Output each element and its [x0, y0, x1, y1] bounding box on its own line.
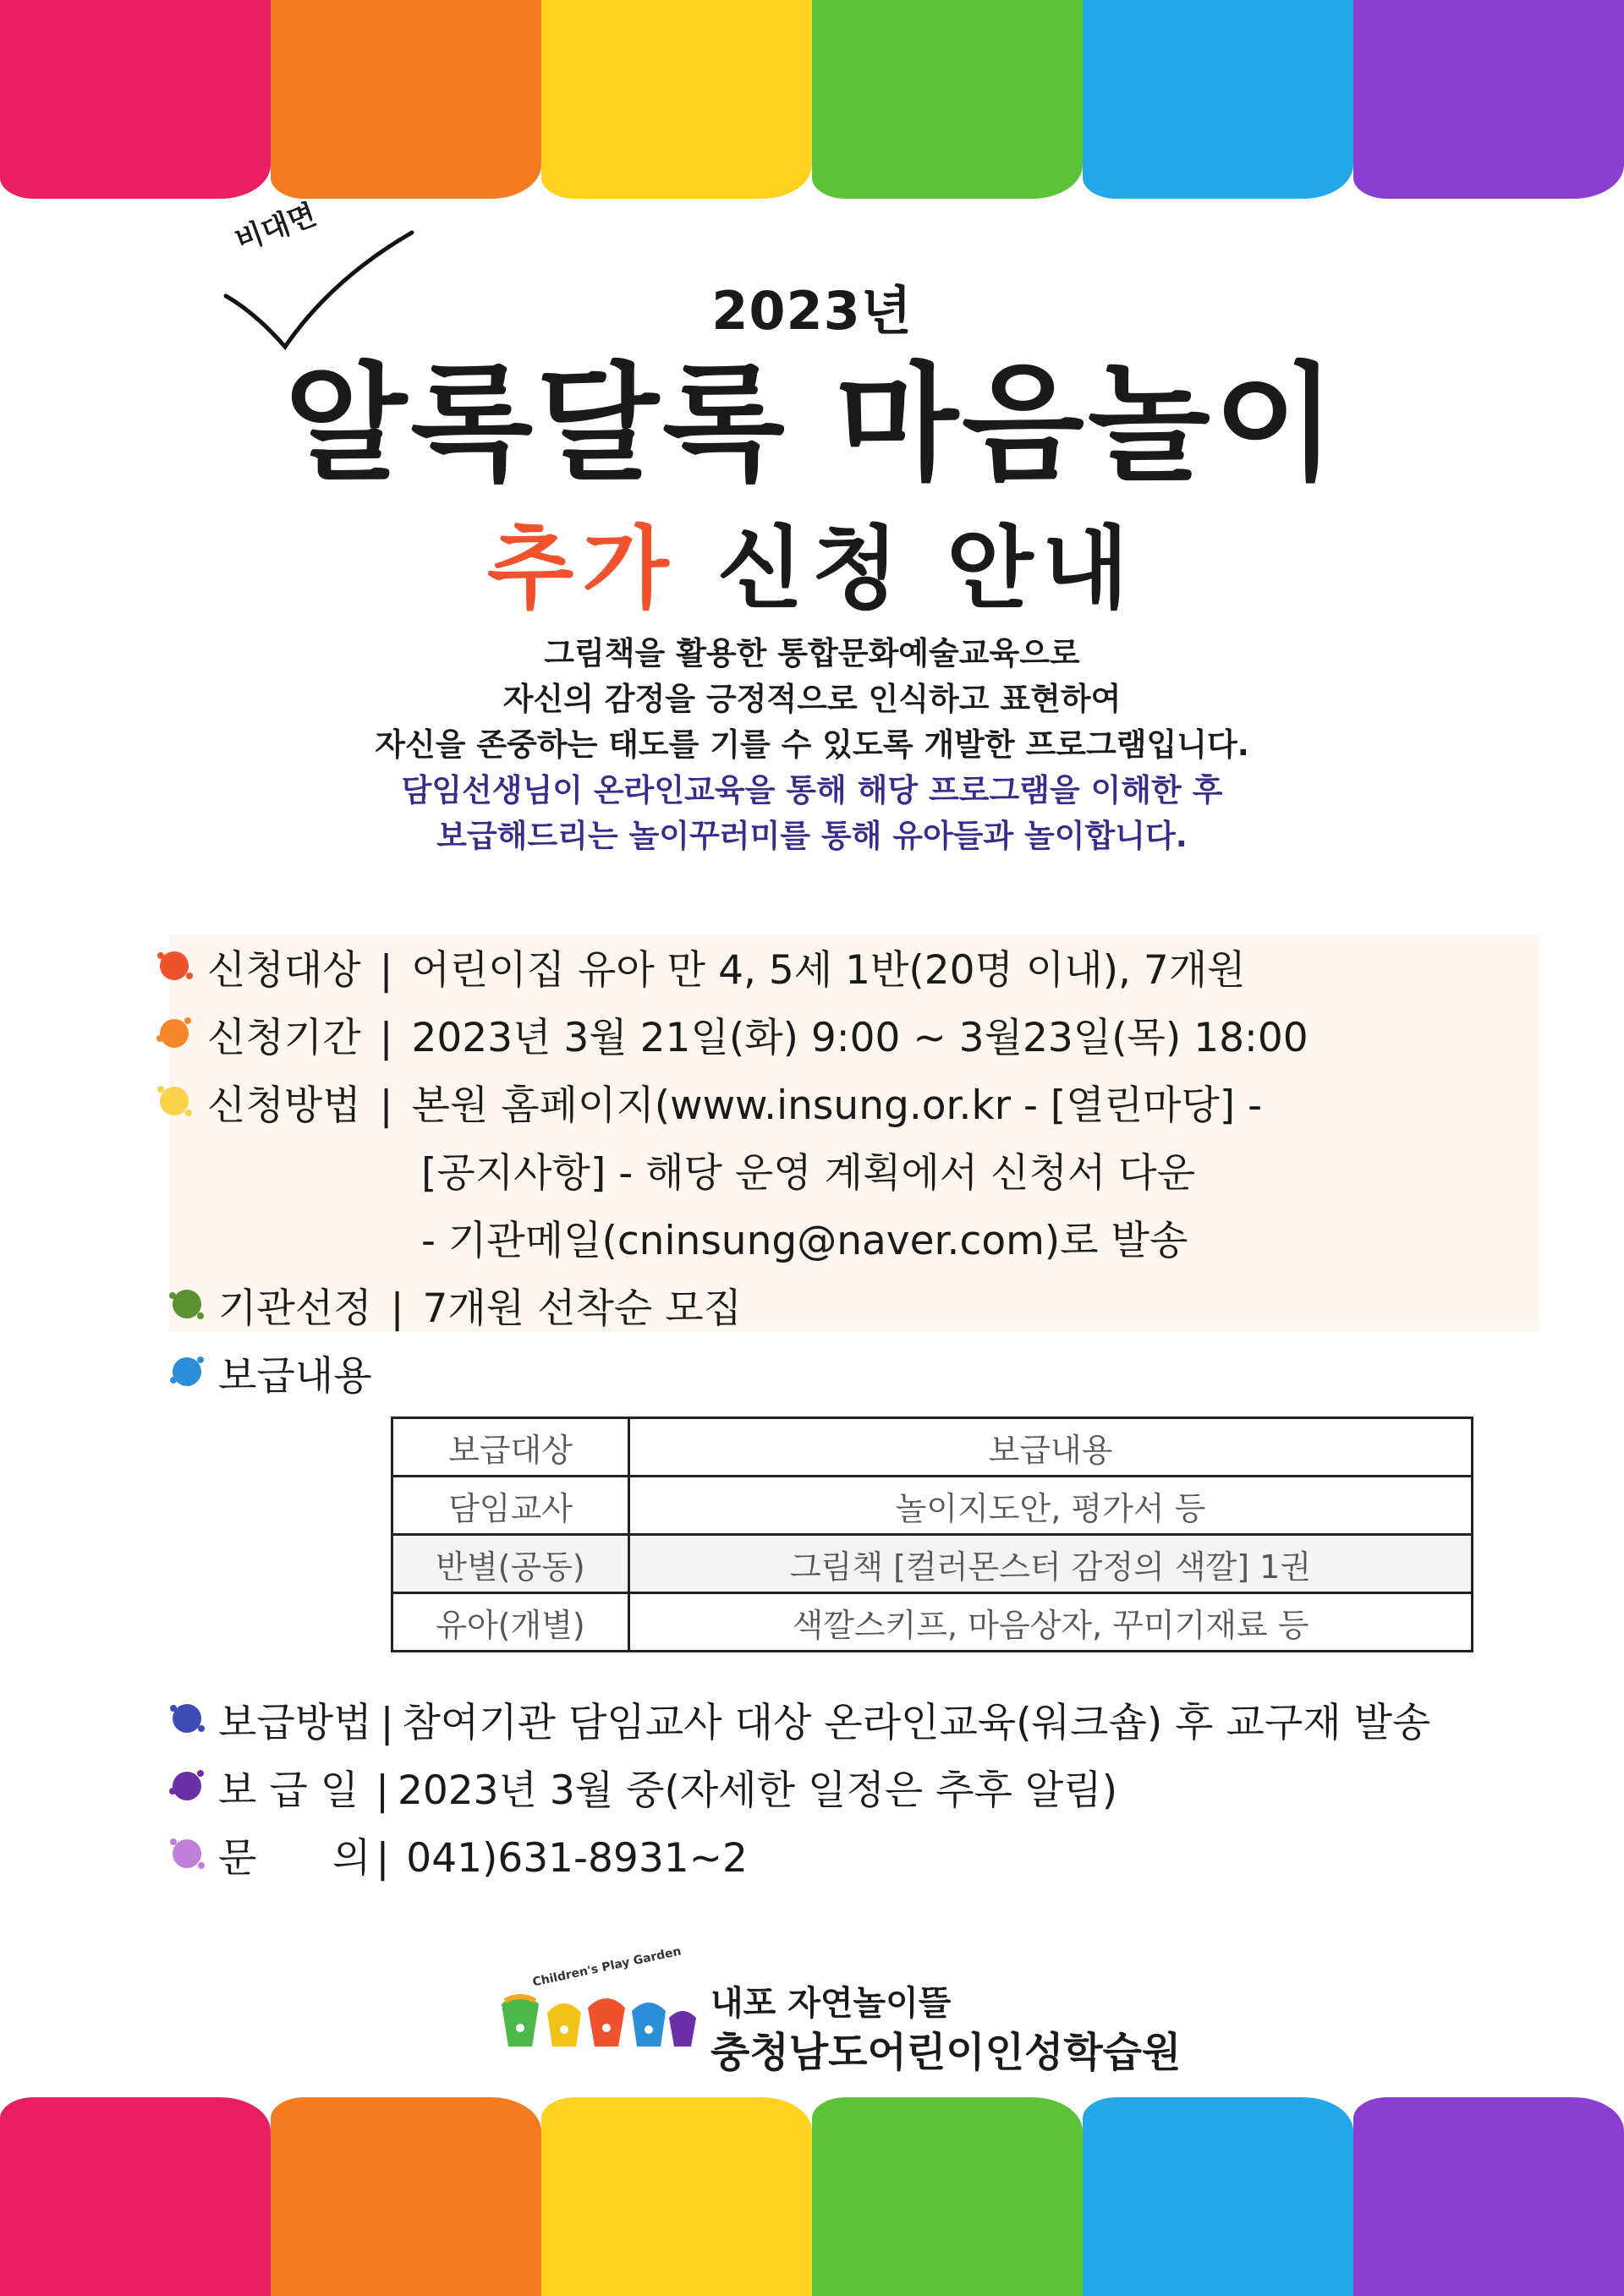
- target-label: 신청대상: [207, 947, 361, 994]
- separator: |: [379, 1082, 393, 1129]
- table-cell: 색깔스키프, 마음상자, 꾸미기재료 등: [629, 1593, 1473, 1652]
- table-cell: 반별(공동): [392, 1535, 629, 1593]
- supply-table: [391, 1417, 1473, 1652]
- description-line-1: 그림책을 활용한 통합문화예술교육으로: [544, 635, 1080, 671]
- children-play-garden-logo: [495, 1970, 698, 2055]
- target-value: 어린이집 유아 만 4, 5세 1반(20명 이내), 7개원: [411, 947, 1246, 994]
- paint-stripe-purple: [1353, 0, 1624, 199]
- page-subtitle: [0, 497, 1624, 626]
- bottom-rainbow-band: [0, 2097, 1624, 2296]
- table-row: [392, 1477, 1473, 1535]
- method-label: 신청방법: [207, 1082, 361, 1129]
- paint-stripe-blue: [1083, 2097, 1353, 2296]
- info-row-selection: [152, 1277, 742, 1334]
- info-row-contact: [152, 1827, 748, 1883]
- table-row: [392, 1593, 1473, 1652]
- separator: |: [390, 1285, 404, 1332]
- table-cell: 놀이지도안, 평가서 등: [629, 1477, 1473, 1535]
- method-value-1: 본원 홈페이지(www.insung.or.kr - [열린마당] -: [411, 1082, 1263, 1129]
- paint-stripe-green: [812, 0, 1083, 199]
- page-title: 알록달록 마음놀이: [284, 351, 1340, 498]
- paint-stripe-pink: [0, 0, 271, 199]
- paint-stripe-blue: [1083, 0, 1353, 199]
- delivery-label: 보급방법: [218, 1700, 372, 1746]
- paint-stripe-yellow: [541, 0, 812, 199]
- organization-name: 충청남도어린이인성학습원: [710, 2029, 1182, 2076]
- description-highlight-2: 보급해드리는 놀이꾸러미를 통해 유아들과 놀이합니다.: [436, 818, 1188, 854]
- top-rainbow-band: [0, 0, 1624, 199]
- paint-stripe-pink: [0, 2097, 271, 2296]
- year-heading: 2023년: [711, 280, 913, 342]
- contact-label: 문 의: [218, 1835, 371, 1882]
- supply-label: 보급내용: [218, 1353, 372, 1400]
- table-header-row: [392, 1418, 1473, 1477]
- separator: |: [376, 1767, 389, 1814]
- description-line-3: 자신을 존중하는 태도를 기를 수 있도록 개발한 프로그램입니다.: [375, 726, 1249, 763]
- selection-label: 기관선정: [218, 1285, 372, 1332]
- table-row: [392, 1535, 1473, 1593]
- period-label: 신청기간: [207, 1015, 361, 1061]
- subtitle-rest: 신청 안내: [716, 517, 1138, 621]
- table-header-target: 보급대상: [392, 1418, 629, 1477]
- contact-value: 041)631-8931~2: [406, 1835, 748, 1882]
- period-value: 2023년 3월 21일(화) 9:00 ~ 3월23일(목) 18:00: [411, 1015, 1309, 1061]
- info-row-date: [152, 1759, 1117, 1816]
- organization-subtitle: 내포 자연놀이뜰: [710, 1984, 952, 2023]
- non-face-to-face-badge: 비대면: [230, 197, 321, 259]
- paint-stripe-purple: [1353, 2097, 1624, 2296]
- logo-english-text: Children's Play Garden: [531, 1944, 683, 1990]
- table-cell: 담임교사: [392, 1477, 629, 1535]
- method-value-3: - 기관메일(cninsung@naver.com)로 발송: [421, 1218, 1188, 1264]
- selection-value: 7개원 선착순 모집: [422, 1285, 743, 1332]
- subtitle-accent: 추가: [486, 517, 678, 621]
- delivery-value: 참여기관 담임교사 대상 온라인교육(워크숍) 후 교구재 발송: [402, 1700, 1431, 1746]
- info-row-period: [152, 1006, 1309, 1063]
- info-row-target: [152, 939, 1246, 995]
- description-highlight-1: 담임선생님이 온라인교육을 통해 해당 프로그램을 이해한 후: [401, 772, 1223, 808]
- separator: |: [379, 947, 393, 994]
- description-line-2: 자신의 감정을 긍정적으로 인식하고 표현하여: [502, 681, 1122, 717]
- date-label: 보 급 일: [218, 1767, 359, 1814]
- method-value-2: [공지사항] - 해당 운영 계획에서 신청서 다운: [421, 1150, 1196, 1197]
- separator: |: [379, 1015, 393, 1061]
- paint-stripe-green: [812, 2097, 1083, 2296]
- table-cell: 그림책 [컬러몬스터 감정의 색깔] 1권: [629, 1535, 1473, 1593]
- paint-stripe-orange: [271, 0, 541, 199]
- info-row-supply: [152, 1345, 372, 1401]
- date-value: 2023년 3월 중(자세한 일정은 추후 알림): [397, 1767, 1118, 1814]
- table-header-content: 보급내용: [629, 1418, 1473, 1477]
- info-row-delivery: [152, 1691, 1430, 1748]
- separator: |: [380, 1700, 394, 1746]
- table-cell: 유아(개별): [392, 1593, 629, 1652]
- paint-stripe-yellow: [541, 2097, 812, 2296]
- separator: |: [376, 1835, 390, 1882]
- paint-stripe-orange: [271, 2097, 541, 2296]
- info-row-method: [152, 1074, 1262, 1131]
